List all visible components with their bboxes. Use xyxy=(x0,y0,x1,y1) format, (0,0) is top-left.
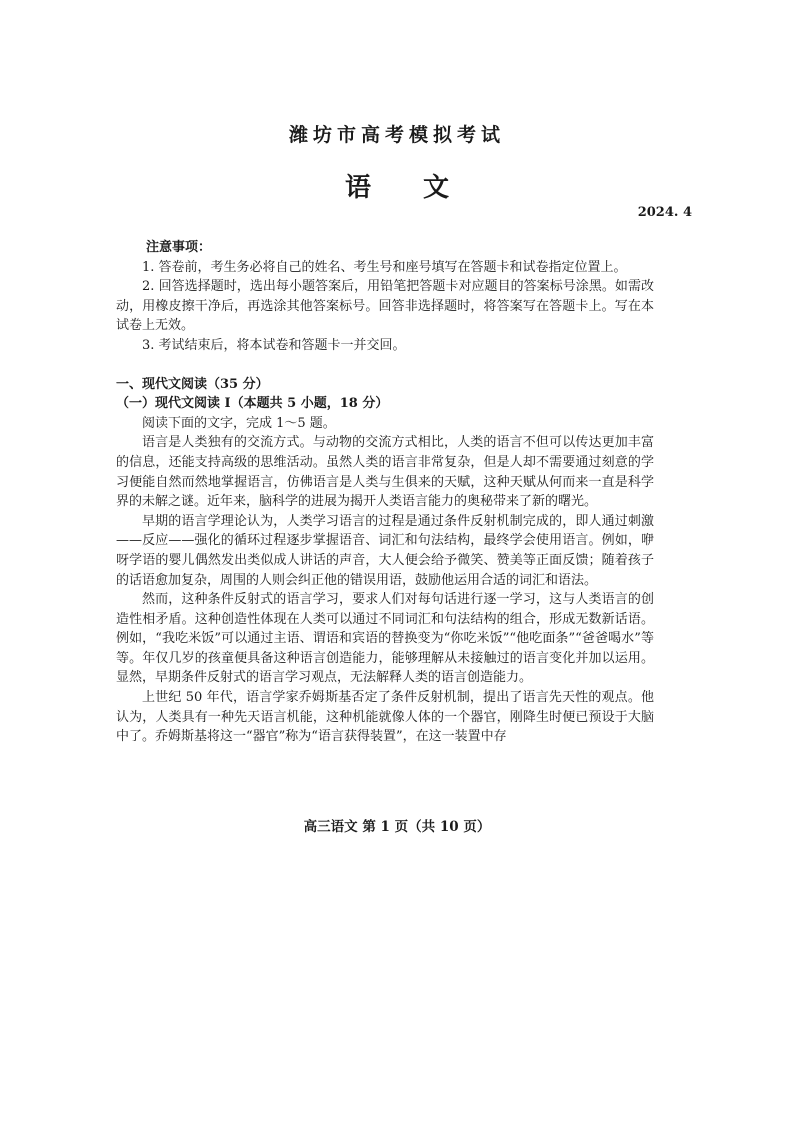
passage-paragraph: 上世纪 50 年代，语言学家乔姆斯基否定了条件反射机制，提出了语言先天性的观点。他认为，人类具有一种先天语言机能，这种机能就像人体的一个器官，刚降生时便已预设于大脑中了。乔姆斯基将这一“器官”称为“语言获得装置”，在这一装置中存 xyxy=(116,690,654,745)
passage-paragraph: 语言是人类独有的交流方式。与动物的交流方式相比，人类的语言不但可以传达更加丰富的信息，还能支持高级的思维活动。虽然人类的语言非常复杂，但是人却不需要通过刻意的学习便能自然而然地掌握语言，仿佛语言是人类与生俱来的天赋，这种天赋从何而来一直是科学界的未解之谜。近年来，脑科学的进展为揭开人类语言能力的奥秘带来了新的曙光。 xyxy=(116,435,654,510)
exam-date: 2024. 4 xyxy=(637,205,692,220)
reading-instruction: 阅读下面的文字，完成 1～5 题。 xyxy=(142,415,336,431)
passage-paragraph: 早期的语言学理论认为，人类学习语言的过程是通过条件反射机制完成的，即人通过刺激——反应——强化的循环过程逐步掌握语音、词汇和句法结构，最终学会使用语言。例如，咿呀学语的婴儿偶然发出类似成人讲话的声音，大人便会给予微笑、赞美等正面反馈；随着孩子的话语愈加复杂，周围的人则会纠正他的错误用语，鼓励他运用合适的词汇和语法。 xyxy=(116,513,654,588)
subject-title: 语文 xyxy=(344,173,501,203)
notice-item: 1. 答卷前，考生务必将自己的姓名、考生号和座号填写在答题卡和试卷指定位置上。 xyxy=(142,259,627,275)
exam-title: 潍坊市高考模拟考试 xyxy=(288,124,505,146)
sub-section-heading: （一）现代文阅读 I（本题共 5 小题，18 分） xyxy=(116,396,389,412)
page-footer: 高三语文 第 1 页（共 10 页） xyxy=(303,819,491,835)
section-heading: 一、现代文阅读（35 分） xyxy=(116,376,269,392)
passage-paragraph: 然而，这种条件反射式的语言学习，要求人们对每句话进行逐一学习，这与人类语言的创造性相矛盾。这种创造性体现在人类可以通过不同词汇和句法结构的组合，形成无数新话语。例如，“我吃米饭”可以通过主语、谓语和宾语的替换变为“你吃米饭”“他吃面条”“爸爸喝水”等等。年仅几岁的孩童便具备这种语言创造能力，能够理解从未接触过的语言变化并加以运用。显然，早期条件反射式的语言学习观点，无法解释人类的语言创造能力。 xyxy=(116,592,654,686)
notice-item: 2. 回答选择题时，选出每小题答案后，用铅笔把答题卡对应题目的答案标号涂黑。如需改动，用橡皮擦干净后，再选涂其他答案标号。回答非选择题时，将答案写在答题卡上。写在本试卷上无效。 xyxy=(116,279,654,334)
notice-item: 3. 考试结束后，将本试卷和答题卡一并交回。 xyxy=(142,337,406,353)
notice-heading: 注意事项： xyxy=(146,240,212,255)
spacer xyxy=(116,356,654,375)
exam-body xyxy=(116,238,654,747)
